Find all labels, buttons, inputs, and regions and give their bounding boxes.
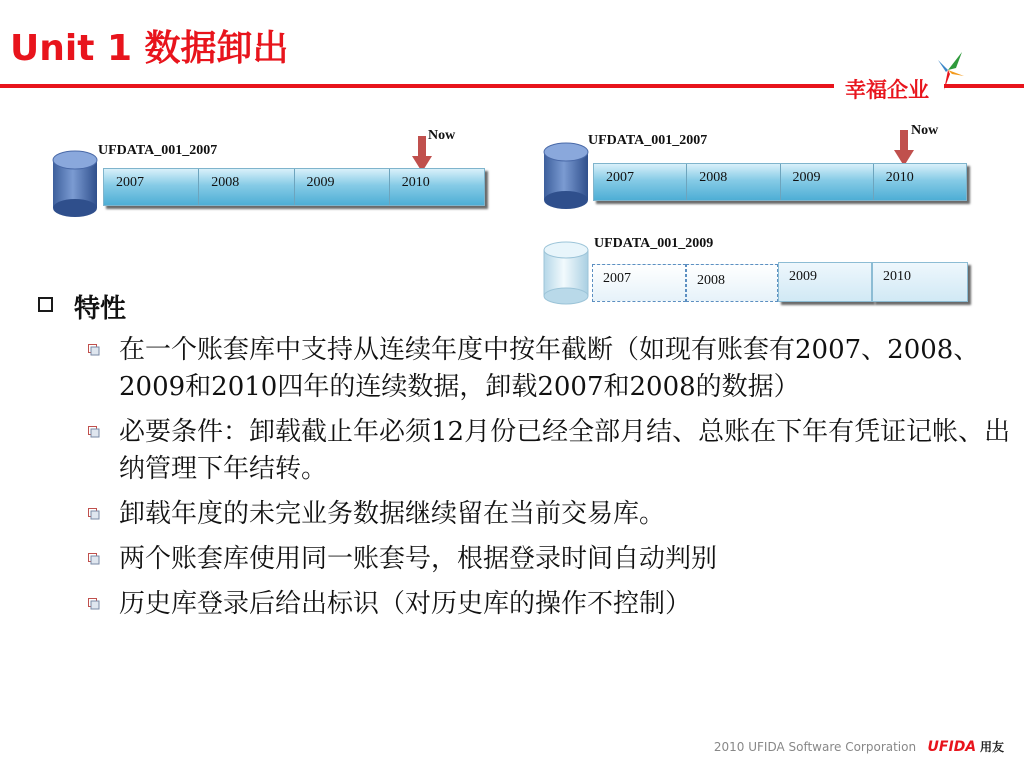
year-cell: 2010 xyxy=(885,170,914,185)
year-cell: 2009 xyxy=(778,262,872,302)
list-item-text: 卸载年度的未完业务数据继续留在当前交易库。 xyxy=(119,499,666,529)
square-bullet-icon xyxy=(88,426,100,438)
slide-title: Unit 1 数据卸出 xyxy=(10,28,289,69)
list-item-text: 历史库登录后给出标识（对历史库的操作不控制） xyxy=(119,589,692,619)
ufida-logo: UFIDA xyxy=(927,739,977,755)
year-cell: 2009 xyxy=(295,169,390,205)
pinwheel-logo-icon xyxy=(936,50,966,92)
db-name-left: UFDATA_001_2007 xyxy=(98,143,218,158)
year-bar-right-top xyxy=(593,163,967,201)
database-cylinder-icon xyxy=(543,142,589,210)
db-name-right-bottom: UFDATA_001_2009 xyxy=(594,236,714,251)
list-item-text: 两个账套库使用同一账套号，根据登录时间自动判别 xyxy=(119,544,718,574)
section-heading-text: 特性 xyxy=(74,294,127,324)
list-item xyxy=(38,586,1018,623)
list-item xyxy=(38,332,1018,406)
checkbox-bullet-icon xyxy=(38,297,53,312)
ufida-logo-cn: 用友 xyxy=(979,740,1004,754)
year-cell: 2008 xyxy=(687,164,780,200)
list-item-text: 在一个账套库中支持从连续年度中按年截断（如现有账套有2007、2008、2009和2010四年的连续数据，卸载2007和2008的数据） xyxy=(119,335,980,402)
list-item-text: 必要条件：卸载截止年必须12月份已经全部月结、总账在下年有凭证记帐、出纳管理下年结转。 xyxy=(119,417,1011,484)
square-bullet-icon xyxy=(88,598,100,610)
list-item xyxy=(38,414,1018,488)
year-bar-left xyxy=(103,168,485,206)
year-cell: 2010 xyxy=(872,262,968,302)
footer xyxy=(714,738,1004,755)
year-cell: 2009 xyxy=(781,164,874,200)
year-cell: 2010 xyxy=(401,175,430,190)
square-bullet-icon xyxy=(88,508,100,520)
now-label-left: Now xyxy=(428,128,456,143)
now-label-right: Now xyxy=(911,123,939,138)
year-cell: 2007 xyxy=(104,169,199,205)
list-item xyxy=(38,496,1018,533)
brand-slogan: 幸福企业 xyxy=(845,78,929,102)
copyright-text: 2010 UFIDA Software Corporation xyxy=(713,740,917,754)
content-area xyxy=(38,288,1018,631)
year-cell: 2008 xyxy=(199,169,294,205)
database-cylinder-icon xyxy=(52,150,98,218)
square-bullet-icon xyxy=(88,344,100,356)
year-cell: 2007 xyxy=(594,164,687,200)
square-bullet-icon xyxy=(88,553,100,565)
db-name-right-top: UFDATA_001_2007 xyxy=(588,133,708,148)
list-item xyxy=(38,541,1018,578)
section-heading xyxy=(38,288,1018,332)
title-divider xyxy=(0,84,834,88)
year-cell-unloaded: 2007 xyxy=(592,264,686,302)
year-cell-unloaded: 2008 xyxy=(686,264,778,302)
